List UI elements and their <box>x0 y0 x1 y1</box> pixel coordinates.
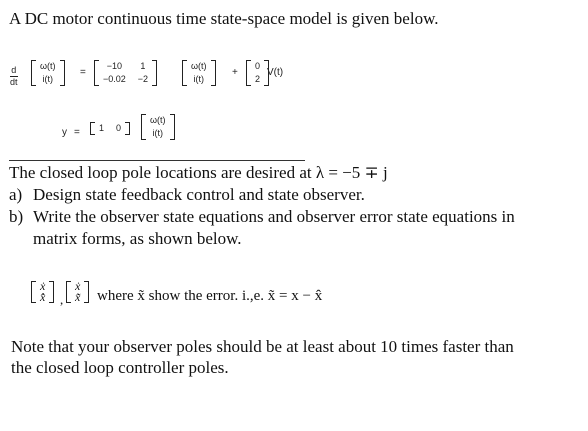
part-a-text: Design state feedback control and state observer. <box>33 185 365 204</box>
output-state-vector: ω(t) i(t) <box>141 114 175 140</box>
state-vector-rhs: ω(t) i(t) <box>182 60 216 86</box>
divider-line <box>9 160 305 161</box>
a-matrix: −10 1 −0.02 −2 <box>94 60 157 86</box>
part-b-label: b) <box>9 207 24 226</box>
pole-location-text: The closed loop pole locations are desired at λ = −5 ∓ j <box>9 163 388 182</box>
note-line1: Note that your observer poles should be at least about 10 times faster than <box>11 337 514 356</box>
output-equals: = <box>74 127 80 138</box>
part-a-label: a) <box>9 185 23 204</box>
output-symbol: y <box>62 127 67 138</box>
b-matrix: 0 2 <box>246 60 269 86</box>
part-b-text-line1: Write the observer state equations and observer error state equations in <box>33 207 515 226</box>
note-line2: the closed loop controller poles. <box>11 358 229 377</box>
part-b-text-line2: matrix forms, as shown below. <box>33 229 242 248</box>
vector-separator: , <box>60 292 64 307</box>
derivative-operator: $\frac{d}{dt}$ <box>10 65 18 87</box>
c-matrix: 1 0 <box>90 122 130 135</box>
plus-sign: + <box>232 67 238 78</box>
input-voltage: V(t) <box>267 67 284 78</box>
equals-sign: = <box>80 67 86 78</box>
intro-text: A DC motor continuous time state-space model is given below. <box>9 9 439 28</box>
state-vector: ω(t) i(t) <box>31 60 65 86</box>
error-state-vector: ẋ x̃̇ <box>66 281 89 303</box>
observer-state-vector: ẋ x̂̇ <box>31 281 54 303</box>
error-definition-text: where x̃ show the error. i.,e. x̃ = x − x̂ <box>97 288 323 304</box>
